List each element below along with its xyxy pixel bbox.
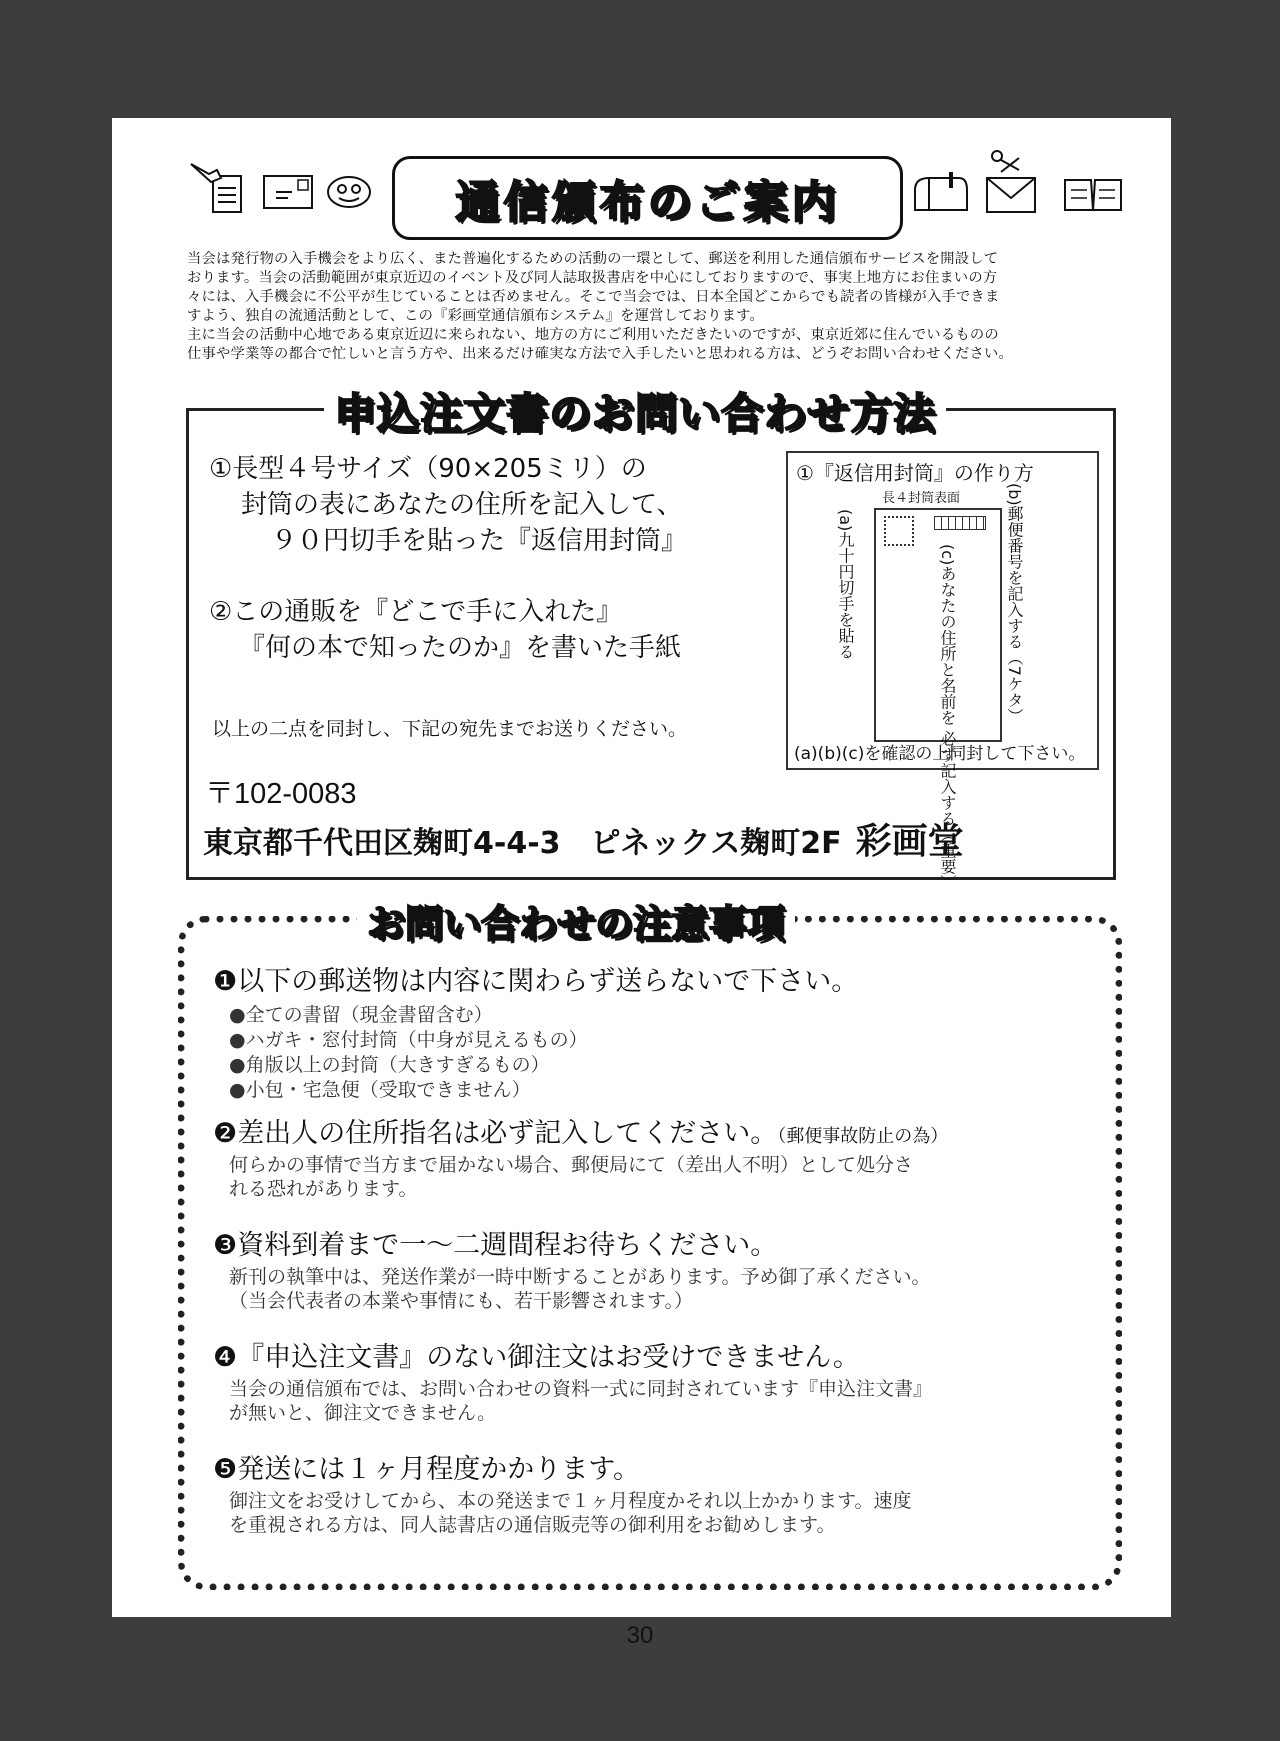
body-line: 当会の通信頒布では、お問い合わせの資料一式に同封されています『申込注文書』 (229, 1378, 933, 1400)
scissors-envelope-icon (983, 148, 1039, 218)
envelope-label-a: (a)九十円切手を貼る (836, 509, 855, 660)
notice-item-2-heading (213, 1117, 948, 1154)
mailing-address (203, 813, 964, 864)
page-title: 通信頒布のご案内 (455, 177, 840, 228)
intro-line: 々には、入手機会に不公平が生じていることは否めません。そこで当会では、日本全国どこからでも読者の皆様が入手できま (187, 289, 1000, 305)
intro-line: 当会は発行物の入手機会をより広く、また普遍化するための活動の一環として、郵送を利用した通信頒布サービスを開設して (187, 251, 999, 267)
list-item: ● 全ての書留（現金書留含む） (229, 1003, 588, 1028)
intro-text (187, 250, 1147, 364)
list-item: ● 小包・宅急便（受取できません） (229, 1078, 588, 1103)
envelope-label-c-line: (c)あなたの住所と名前を (938, 544, 957, 726)
writing-hand-icon (187, 158, 249, 216)
notice-section-title: お問い合わせの注意事項 (357, 893, 795, 948)
document-page (112, 118, 1171, 1617)
envelope-footer: (a)(b)(c)を確認の上同封して下さい。 (794, 744, 1086, 764)
envelope-label-c (938, 544, 956, 890)
list-item: ● ハガキ・窓付封筒（中身が見えるもの） (229, 1028, 588, 1053)
mailbox-icon (909, 170, 973, 214)
envelope-label-c-line: 必ず記入する（重要） (938, 730, 957, 891)
order-section (186, 389, 1116, 891)
step-1-line: ９０円切手を貼った『返信用封筒』 (271, 526, 688, 556)
envelope-guide-title: ①『返信用封筒』の作り方 (796, 461, 1034, 485)
envelope-label-b: (b)郵便番号を記入する（7ケタ） (1005, 483, 1024, 724)
stamp-placeholder (884, 516, 914, 546)
body-line: 新刊の執筆中は、発送作業が一時中断することがあります。予め御了承ください。 (229, 1266, 931, 1288)
notice-item-1-heading: ❶以下の郵送物は内容に関わらず送らないで下さい。 (213, 966, 859, 997)
intro-line: おります。当会の活動範囲が東京近辺のイベント及び同人誌取扱書店を中心にしておりますので、事実上地方にお住まいの方 (187, 270, 998, 286)
step-1-line: 封筒の表にあなたの住所を記入して、 (241, 490, 683, 520)
order-section-title: 申込注文書のお問い合わせ方法 (324, 381, 946, 441)
list-item: ● 角版以上の封筒（大きすぎるもの） (229, 1053, 588, 1078)
step-1-line: ①長型４号サイズ（90×205ミリ）の (209, 454, 647, 484)
body-line: 何らかの事情で当方まで届かない場合、郵便局にて（差出人不明）として処分さ (229, 1154, 914, 1176)
envelope-subtitle: 長４封筒表面 (882, 491, 961, 506)
page-title-box (392, 156, 903, 240)
header (187, 148, 1127, 243)
step-1 (209, 451, 687, 559)
step-2-line: ②この通販を『どこで手に入れた』 (209, 597, 623, 627)
postal-code: 〒102-0083 (205, 778, 357, 810)
page-number: 30 (626, 1622, 654, 1649)
notice-item-2-body (229, 1153, 913, 1201)
notice-item-3-body (229, 1265, 930, 1313)
notice-item-2-heading-note: （郵便事故防止の為） (777, 1126, 949, 1147)
intro-line: 仕事や学業等の都合で忙しいと言う方や、出来るだけ確実な方法で入手したいと思われる方は、どうぞお問い合わせください。 (187, 346, 1014, 362)
body-line: が無いと、御注文できません。 (229, 1402, 497, 1424)
step-2-line: 『何の本で知ったのか』を書いた手紙 (239, 633, 682, 663)
body-line: 御注文をお受けしてから、本の発送まで１ヶ月程度かそれ以上かかります。速度 (229, 1490, 912, 1512)
notice-item-4-body (229, 1377, 932, 1425)
intro-line: 主に当会の活動中心地である東京近辺に来られない、地方の方にご利用いただきたいのですが、東京近郊に住んでいるものの (187, 327, 999, 343)
body-line: れる恐れがあります。 (229, 1178, 418, 1200)
face-stamp-icon (325, 174, 373, 210)
organization-name: 彩画堂 (855, 821, 964, 862)
order-note: 以上の二点を同封し、下記の宛先までお送りください。 (212, 718, 688, 740)
postal-code-boxes (934, 516, 986, 530)
notice-item-4-heading: ❹『申込注文書』のない御注文はお受けできません。 (213, 1342, 860, 1373)
intro-line: すよう、独自の流通活動として、この『彩画堂通信頒布システム』を運営しております。 (187, 308, 765, 324)
notice-item-5-body (229, 1489, 911, 1537)
notice-item-5-heading: ❺発送には１ヶ月程度かかります。 (213, 1454, 641, 1485)
mail-card-icon (262, 172, 314, 212)
body-line: を重視される方は、同人誌書店の通信販売等の御利用をお勧めします。 (229, 1514, 836, 1536)
notice-section (178, 902, 1122, 1590)
notice-item-2-heading-text: ❷差出人の住所指名は必ず記入してください。 (213, 1118, 778, 1149)
step-2 (209, 594, 681, 666)
address-text: 東京都千代田区麹町4-4-3 ピネックス麹町2F (203, 826, 842, 861)
notice-item-3-heading: ❸資料到着まで一～二週間程お待ちください。 (213, 1230, 778, 1261)
open-book-icon (1063, 174, 1123, 214)
notice-item-1-list (229, 1003, 588, 1103)
body-line: （当会代表者の本業や事情にも、若干影響されます。） (229, 1290, 693, 1312)
